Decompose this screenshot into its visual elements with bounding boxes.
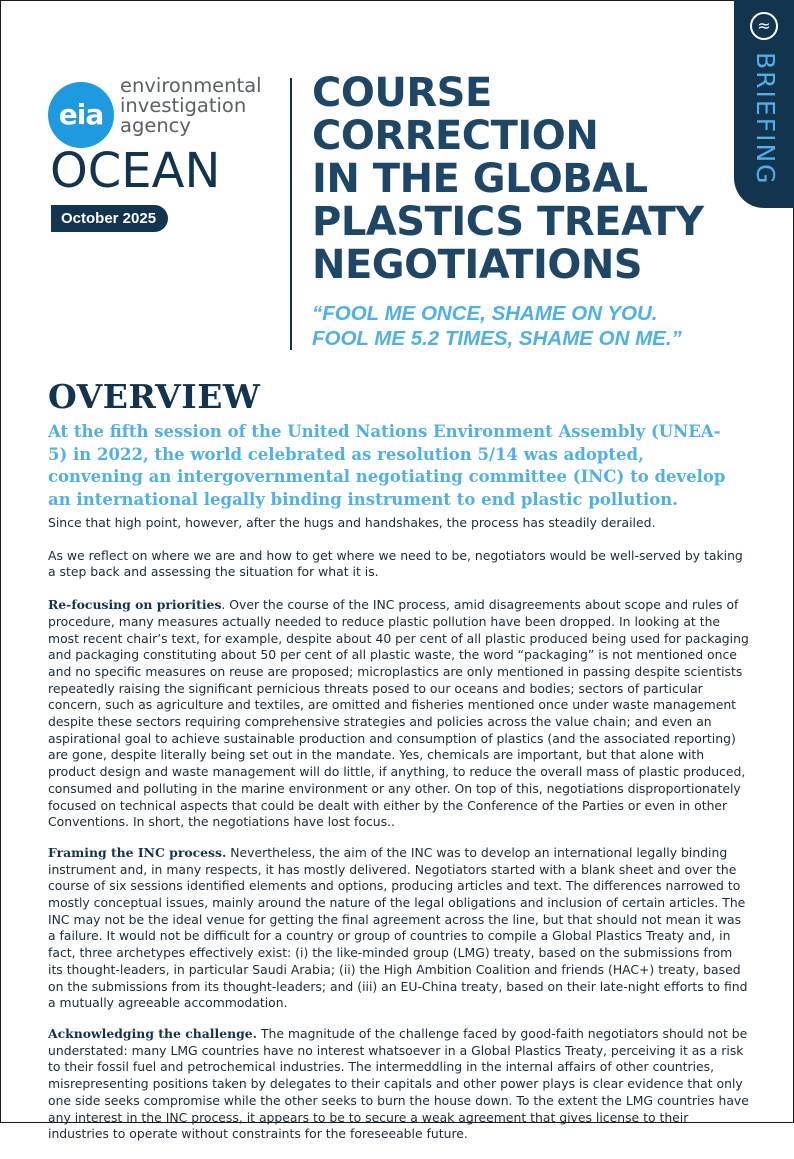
body-text [48,515,750,1159]
title-line: PLASTICS TREATY [312,199,704,245]
quote-line: FOOL ME 5.2 TIMES, SHAME ON ME.” [312,327,682,350]
title-line: IN THE GLOBAL [312,156,648,202]
section-text: . Over the course of the INC process, amid disagreements about scope and rules of procedure, many measures actually needed to reduce plastic pollution have been dropped. In looking at the most recent chair’s text, for example, despite about 40 per cent of all plastic produced being used for packaging and packaging constituting about 50 per cent of all plastic waste, the word “packaging” is not mentioned once and no specific measures on reuse are proposed; microplastics are only mentioned in passing despite scientists repeatedly raising the significant pernicious threats posed to our oceans and bodies; sectors of particular concern, such as agriculture and textiles, are omitted and fisheries mentioned once under waste management despite these sectors requiring comprehensive strategies and policies across the value chain; and even an aspirational goal to achieve sustainable production and consumption of plastics (and the associated reporting) are gone, despite literally being set out in the mandate. Yes, chemicals are important, but that alone with product design and waste management will do little, if anything, to reduce the overall mass of plastic produced, consumed and polluting in the marine environment or any other. On top of this, negotiations disproportionately focused on technical aspects that could be dealt with either by the Conference of the Parties or even in other Conventions. In short, the negotiations have lost focus.. [48,597,749,830]
title-line: CORRECTION [312,113,599,159]
lead-paragraph: At the fifth session of the United Nations Environment Assembly (UNEA-5) in 2022, the world celebrated as resolution 5/14 was adopted, convening an intergovernmental negotiating committee (INC) to develop an international legally binding instrument to end plastic pollution. [48,422,726,509]
section-heading: Framing the INC process. [48,844,227,860]
body-paragraph: As we reflect on where we are and how to get where we need to be, negotiators would be well-served by taking a step back and assessing the situation for what it is. [48,547,743,580]
section-heading: Re-focusing on priorities [48,597,222,613]
date-badge: October 2025 [51,205,168,232]
briefing-tab [734,0,794,208]
logo-line: environmental [120,74,262,97]
eia-logo [48,74,288,150]
logo-line: investigation [120,94,247,117]
page-title [312,72,732,287]
title-line: COURSE [312,70,492,116]
section-paragraph [48,845,750,1012]
section-text: The magnitude of the challenge faced by good-faith negotiators should not be understated: many LMG countries have no interest whatsoever in a Global Plastics Treaty, perceiving it as a risk to their fossil fuel and petrochemical industries. The intermeddling in the internal affairs of other countries, misrepresenting positions taken by delegates to their capitals and other power plays is clear evidence that only one side seeks compromise while the other seeks to burn the house down. To the extent the LMG countries have any interest in the INC process, it appears to be to secure a weak agreement that gives license to their industries to operate without constraints for the foreseeable future. [48,1025,749,1142]
briefing-label: BRIEFING [751,52,780,186]
section-text: Nevertheless, the aim of the INC was to develop an international legally binding instrument and, in many respects, it has mostly delivered. Negotiators started with a blank sheet and over the course of six sessions identified elements and options, producing articles and text. The differences narrowed to mostly conceptual issues, mainly around the nature of the legal obligations and inclusion of certain articles. The INC may not be the ideal venue for getting the final agreement across the line, but that should not mean it was a failure. It would not be difficult for a country or group of countries to compile a Global Plastics Treaty and, in fact, three archetypes effectively exist: (i) the like-minded group (LMG) treaty, based on the submissions from its thought-leaders, in particular Saudi Arabia; (ii) the High Ambition Coalition and friends (HAC+) treaty, based on the submissions from its thought-leaders; and (iii) an EU-China treaty, based on their late-night efforts to find a mutually agreeable accommodation. [48,844,748,1011]
title-line: NEGOTIATIONS [312,242,643,288]
eia-logo-text [120,76,300,136]
subtitle-quote [312,301,752,351]
eia-logo-mark: eia [48,82,114,148]
section-paragraph [48,597,750,831]
section-heading: Acknowledging the challenge. [48,1025,257,1041]
section-paragraph [48,1026,750,1143]
section-heading-overview: OVERVIEW [48,377,261,416]
body-paragraph: Since that high point, however, after the hugs and handshakes, the process has steadily derailed. [48,515,656,530]
logo-line: agency [120,114,191,137]
header-divider [290,78,292,350]
wave-icon: ≈ [750,12,778,40]
quote-line: “FOOL ME ONCE, SHAME ON YOU. [312,302,658,325]
program-name: OCEAN [50,143,221,199]
